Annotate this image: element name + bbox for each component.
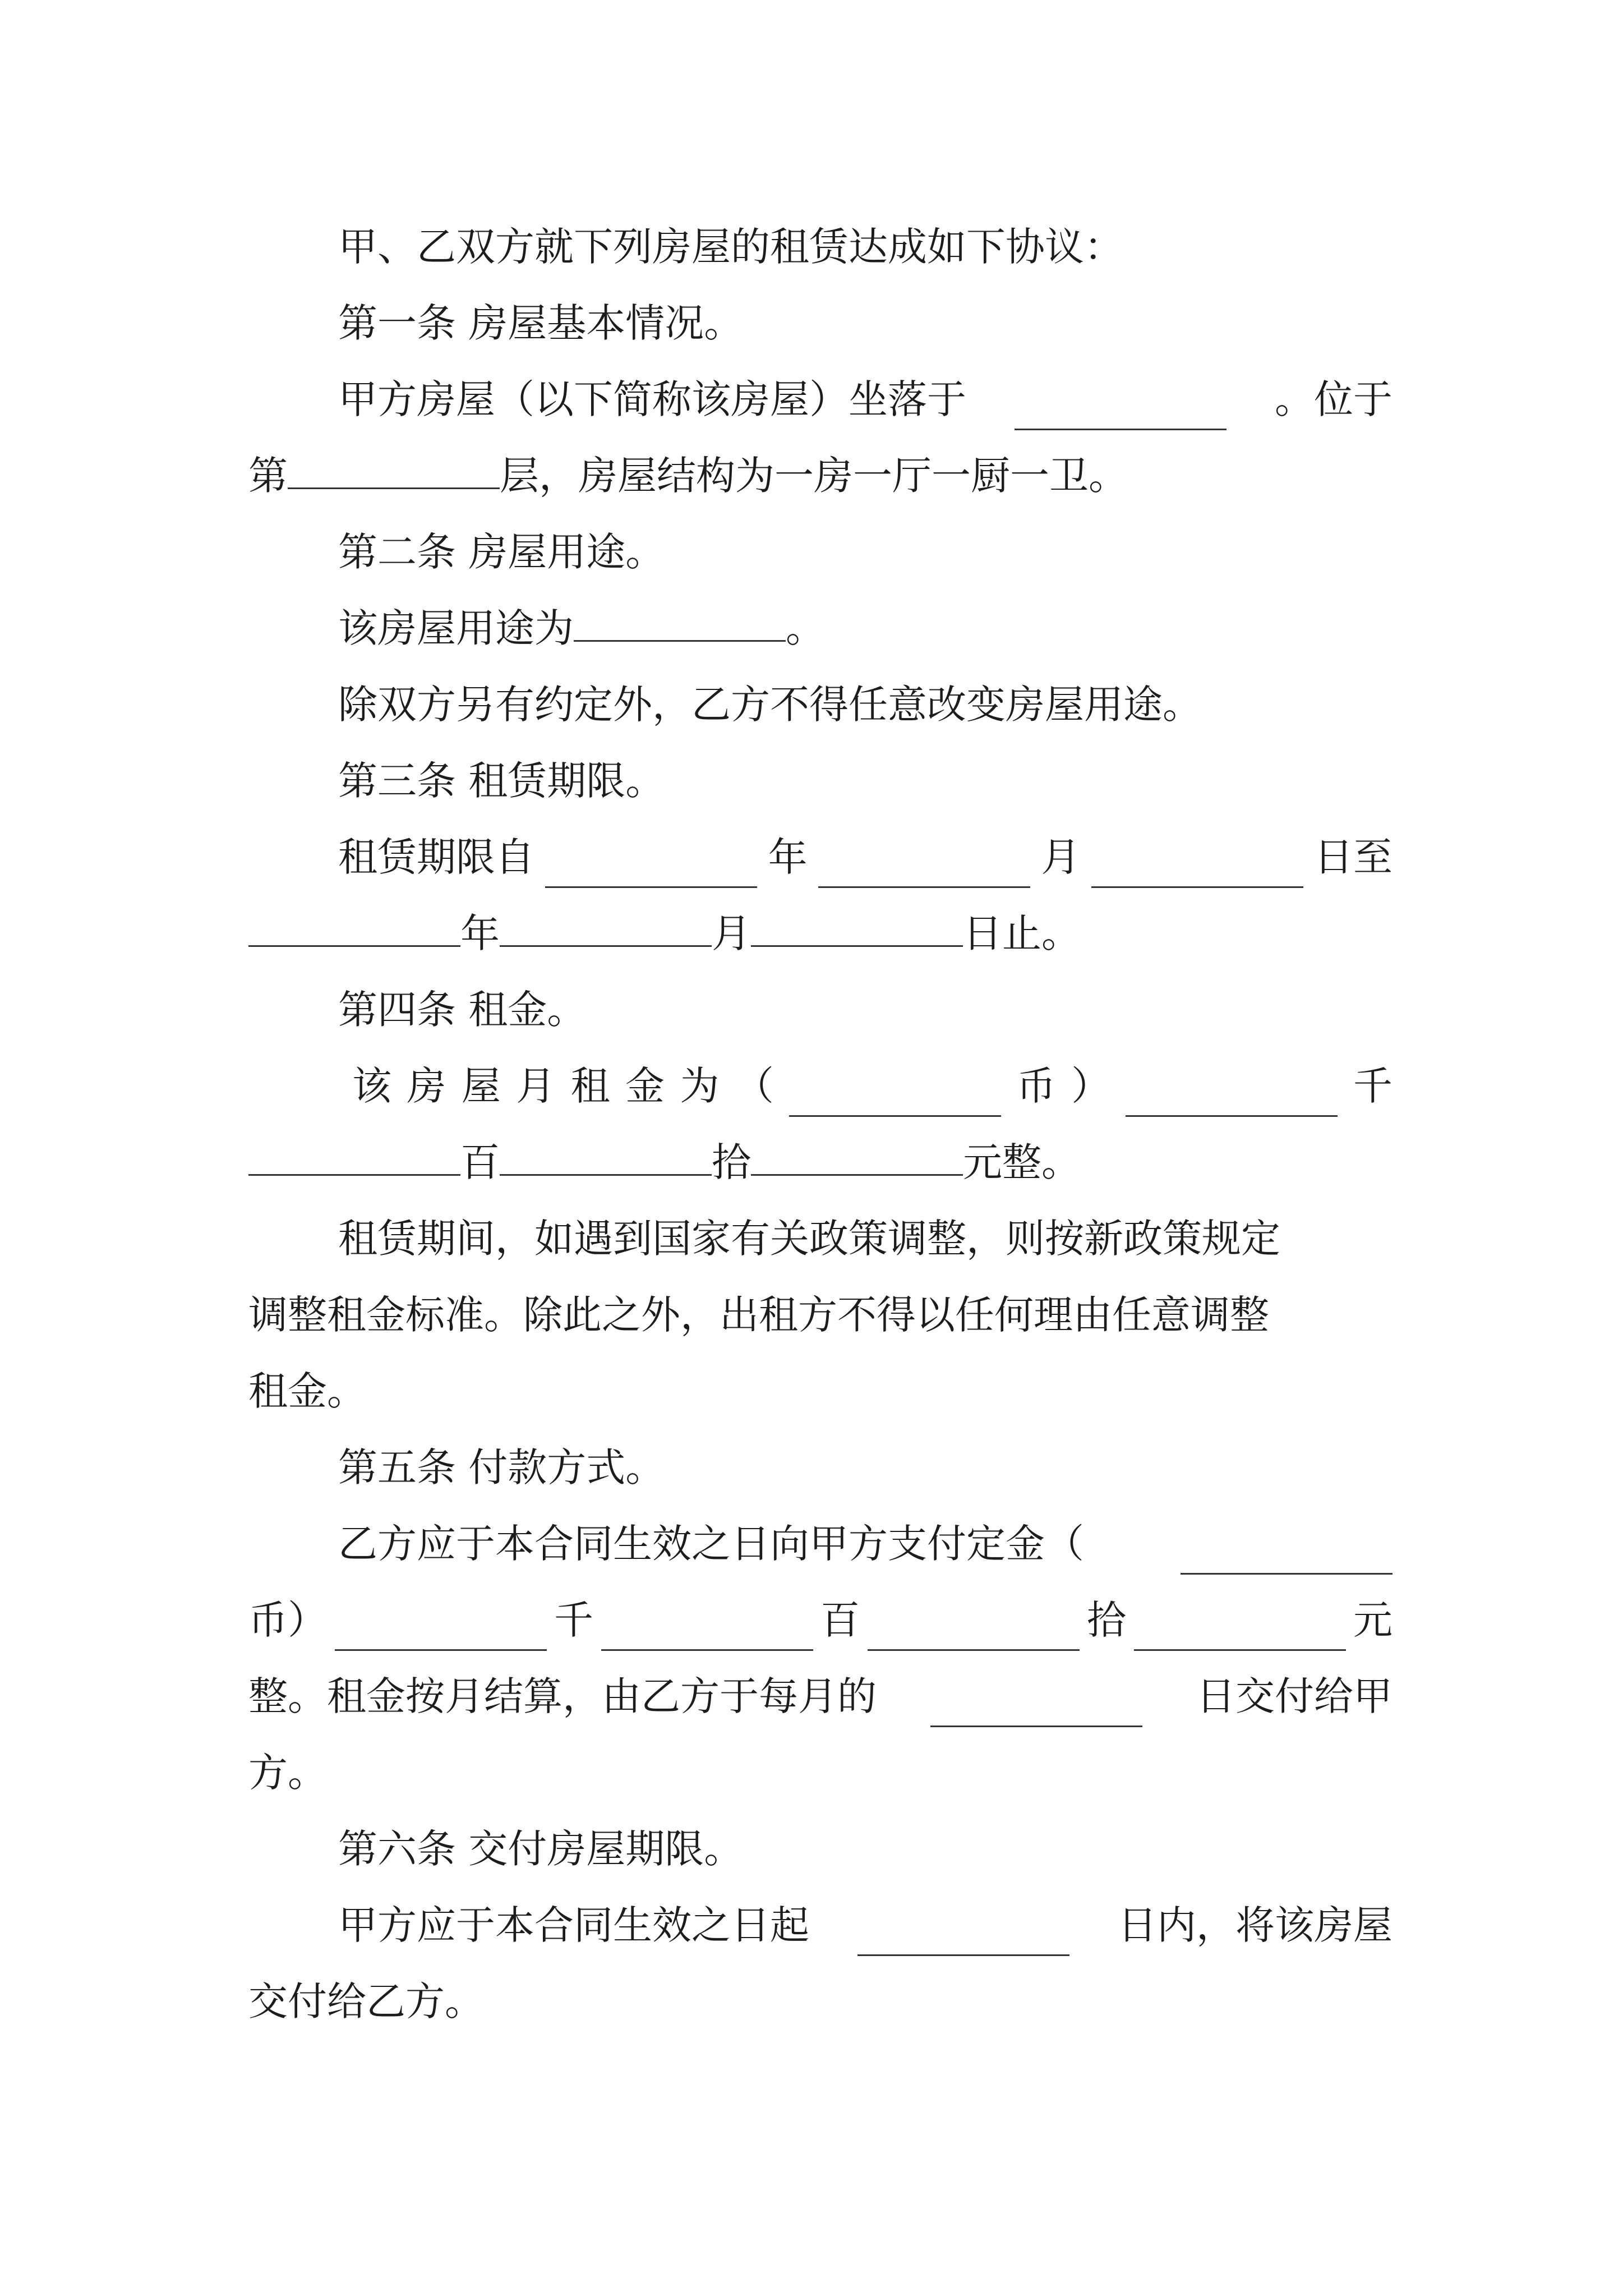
rent-units-blank <box>751 1139 963 1176</box>
article-6-line-2: 交付给乙方。 <box>248 1978 484 2024</box>
deposit-thousands-blank <box>335 1614 547 1651</box>
usage-blank <box>574 605 786 642</box>
end-day-blank <box>751 910 963 947</box>
article-6-line-1: 甲方应于本合同生效之日起 日内，将该房屋 <box>338 1894 1393 1956</box>
floor-blank <box>288 453 500 489</box>
deposit-hundreds-blank <box>601 1614 813 1651</box>
article-3-line-1: 租赁期限自 年 月 日至 <box>338 826 1393 888</box>
article-1-line-2: 第 层，房屋结构为一房一厅一厨一卫。 <box>248 453 1128 499</box>
end-month-blank <box>500 910 712 947</box>
deposit-units-blank <box>1134 1614 1346 1651</box>
start-day-blank <box>1091 852 1303 888</box>
article-3-line-2: 年 月 日止。 <box>248 903 1393 964</box>
delivery-days-blank <box>857 1920 1069 1956</box>
article-3-title: 第三条 租赁期限。 <box>338 758 665 804</box>
article-5-line-2: 币） 千 百 拾 元 <box>248 1589 1393 1651</box>
article-1-title: 第一条 房屋基本情况。 <box>338 300 744 346</box>
article-4-line-1: 该 房 屋 月 租 金 为 （ 币 ） 千 <box>352 1055 1393 1117</box>
payment-day-blank <box>930 1691 1142 1727</box>
article-5-line-3: 整。租金按月结算，由乙方于每月的 日交付给甲 <box>248 1665 1393 1727</box>
article-5-title: 第五条 付款方式。 <box>338 1444 665 1490</box>
end-year-blank <box>248 910 460 947</box>
article-2-line-1: 该房屋用途为 。 <box>338 605 825 651</box>
start-month-blank <box>818 852 1030 888</box>
article-2-title: 第二条 房屋用途。 <box>338 529 665 575</box>
article-4-title: 第四条 租金。 <box>338 987 587 1033</box>
article-6-title: 第六条 交付房屋期限。 <box>338 1826 744 1872</box>
start-year-blank <box>545 852 757 888</box>
deposit-tens-blank <box>868 1614 1080 1651</box>
article-4-para-2-line-3: 租金。 <box>248 1368 366 1414</box>
intro-line <box>338 216 1393 278</box>
article-4-line-2: 百 拾 元整。 <box>248 1131 1393 1193</box>
intro-text: 甲、乙双方就下列房屋的租赁达成如下协议： <box>338 224 1123 270</box>
article-1-line-1: 甲方房屋（以下简称该房屋）坐落于 。位于 <box>338 369 1393 430</box>
article-4-para-2-line-2: 调整租金标准。除此之外，出租方不得以任何理由任意调整 <box>248 1292 1269 1338</box>
rent-tens-blank <box>500 1139 712 1176</box>
location-blank <box>1015 394 1227 430</box>
rent-hundreds-blank <box>248 1139 460 1176</box>
article-2-line-2: 除双方另有约定外，乙方不得任意改变房屋用途。 <box>338 682 1202 728</box>
article-4-para-2-line-1: 租赁期间，如遇到国家有关政策调整，则按新政策规定 <box>338 1216 1280 1262</box>
article-5-line-4: 方。 <box>248 1750 327 1796</box>
deposit-currency-blank <box>1181 1538 1393 1575</box>
rent-currency-blank <box>789 1080 1001 1117</box>
rent-thousands-blank <box>1126 1080 1338 1117</box>
article-5-line-1: 乙方应于本合同生效之日向甲方支付定金（ <box>338 1513 1393 1575</box>
